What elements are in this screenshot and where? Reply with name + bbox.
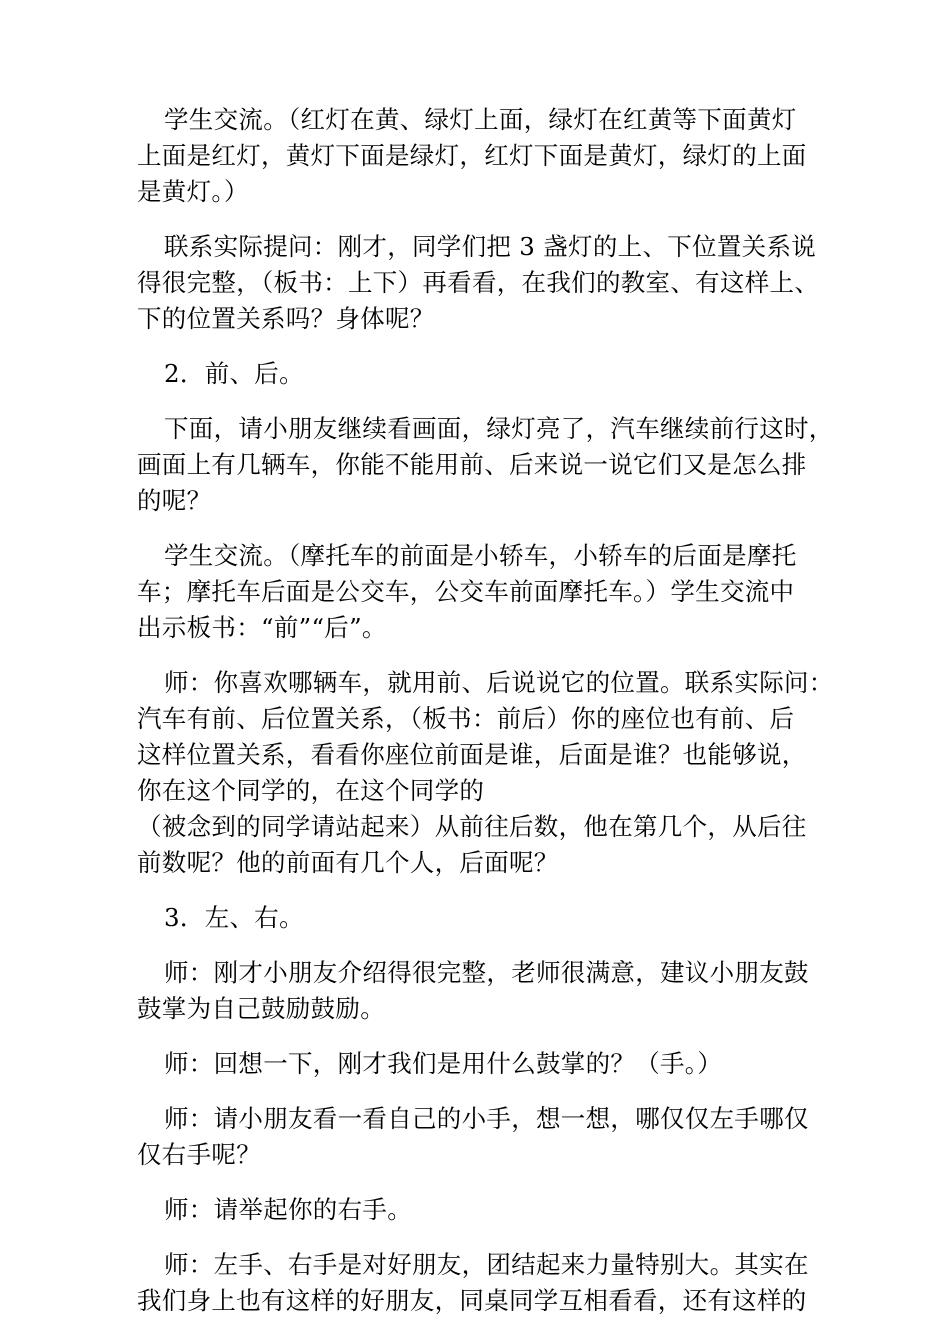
paragraph-seat-positions: 师：你喜欢哪辆车，就用前、后说说它的位置。联系实际问： 汽车有前、后位置关系，（板书：前后）你的座位也有前、后 这样位置关系，看看你座位前面是谁，后面是谁？也能够说， 你在这个同学的，在这个同学的 （被念到的同学请站起来）从前往后数，他在第几个，从后往 前数呢？他的前面有几个人，后面呢？ <box>137 668 834 877</box>
section-heading-left-right: 3．左、右。 <box>164 903 304 932</box>
paragraph-good-friends: 师：左手、右手是对好朋友，团结起来力量特别大。其实在 我们身上也有这样的好朋友，同桌同学互相看看，还有这样的 <box>137 1250 809 1315</box>
section-heading-front-back: 2．前、后。 <box>164 359 304 388</box>
paragraph-left-right-hand: 师：请小朋友看一看自己的小手，想一想，哪仅仅左手哪仅 仅右手呢？ <box>137 1104 809 1169</box>
document-body <box>137 102 837 1338</box>
paragraph-cars-question: 下面，请小朋友继续看画面，绿灯亮了，汽车继续前行这时， 画面上有几辆车，你能不能用前、后来说一说它们又是怎么排 的呢？ <box>137 414 834 515</box>
paragraph-recall-hands: 师：回想一下，刚才我们是用什么鼓掌的？（手。） <box>164 1049 723 1078</box>
paragraph-raise-right-hand: 师：请举起你的右手。 <box>164 1195 412 1224</box>
paragraph-cars-answer: 学生交流。（摩托车的前面是小轿车，小轿车的后面是摩托 车；摩托车后面是公交车，公交车前面摩托车。）学生交流中 出示板书：“前”“后”。 <box>137 541 797 642</box>
paragraph-traffic-lights-answer: 学生交流。（红灯在黄、绿灯上面，绿灯在红黄等下面黄灯 上面是红灯，黄灯下面是绿灯，红灯下面是黄灯，绿灯的上面 是黄灯。） <box>137 105 807 206</box>
paragraph-up-down-question: 联系实际提问：刚才，同学们把 3 盏灯的上、下位置关系说 得很完整，（板书：上下）再看看，在我们的教室、有这样上、 下的位置关系吗？身体呢？ <box>137 232 820 333</box>
paragraph-applause: 师：刚才小朋友介绍得很完整，老师很满意，建议小朋友鼓 鼓掌为自己鼓励鼓励。 <box>137 958 809 1023</box>
